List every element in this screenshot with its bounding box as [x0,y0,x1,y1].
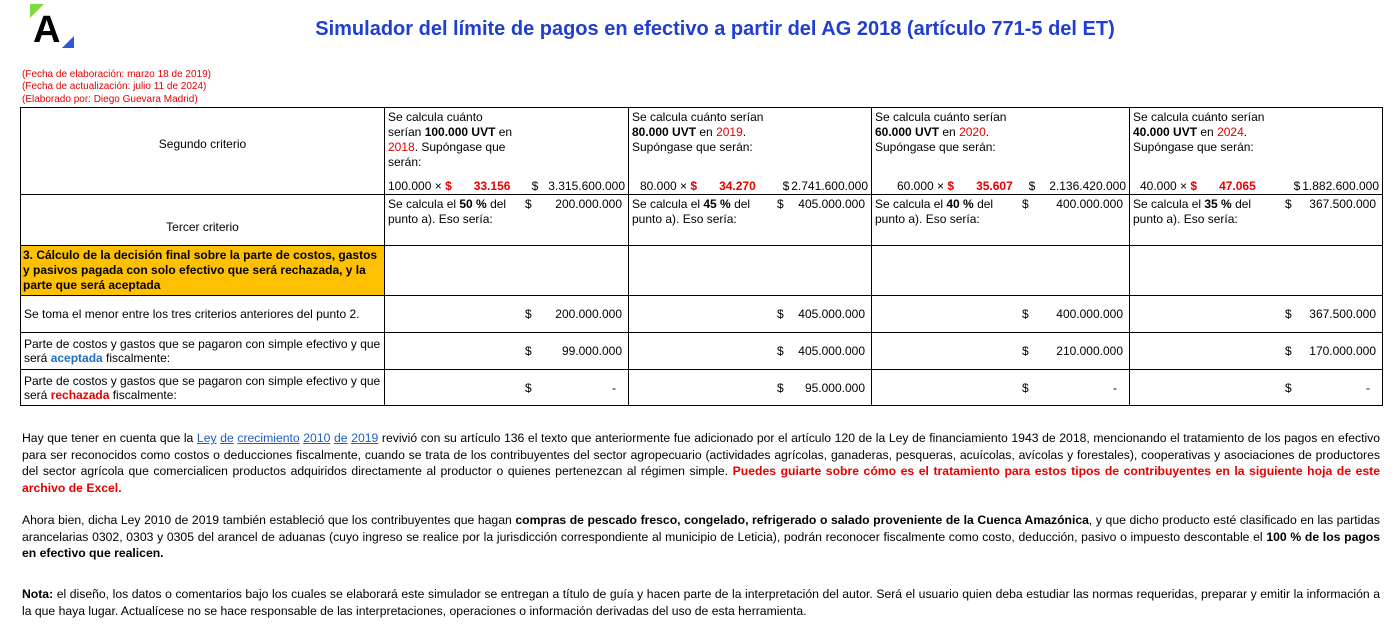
uvt-value-input[interactable]: 35.607 [976,179,1013,193]
empty-cell [385,246,629,296]
empty-cell [872,246,1130,296]
ley-link[interactable]: de [220,431,234,445]
actualicese-logo [30,4,76,50]
simulator-table [20,107,1383,406]
empty-cell [629,246,872,296]
ley-link[interactable]: Ley [196,431,217,445]
table-row-segundo [21,108,1383,195]
menor-val-4: $ 367.500.000 [1130,296,1383,333]
table-row-tercer [21,195,1383,246]
tercer-criterio-label: Tercer criterio [21,195,385,246]
table-row-menor [21,296,1383,333]
tercer-col-2: Se calcula el 45 % del punto a). Eso sería: $ 405.000.000 [629,195,872,246]
uvt-value-input[interactable]: 47.065 [1219,179,1256,193]
tercer-col-3: Se calcula el 40 % del punto a). Eso sería: $ 400.000.000 [872,195,1130,246]
uvt-value-input[interactable]: 33.156 [473,179,511,193]
aceptada-val-3: $ 210.000.000 [872,333,1130,370]
calc-line-2020: 60.000 × $ 35.607 $ 2.136.420.000 [897,179,1126,193]
menor-label: Se toma el menor entre los tres criterios anteriores del punto 2. [21,296,385,333]
table-row-rechazada [21,370,1383,406]
paragraph-nota: Nota: el diseño, los datos o comentarios bajo los cuales se elaborará este simulador se entregan a título de guía y hacen parte de la interpretación del autor. Será el usuario quien deba estudiar las normas requeridas, preparar y emitir la información a la que haya lugar. Actualícese no se hace responsable de las interpretaciones, operaciones o información derivadas del uso de esta herramienta. [22,587,1380,618]
page-title: Simulador del límite de pagos en efectivo a partir del AG 2018 (artículo 771-5 del ET) [315,18,1115,40]
ley-link[interactable]: 2019 [351,431,379,445]
meta-line-autor: (Elaborado por: Diego Guevara Madrid) [22,93,198,105]
meta-line-actualizacion: (Fecha de actualización: julio 11 de 2024) [22,81,207,93]
table-row-decision [21,246,1383,296]
menor-val-3: $ 400.000.000 [872,296,1130,333]
calc-line-2019: 80.000 × $ 34.270 $ 2.741.600.000 [640,179,868,193]
tercer-col-4: Se calcula el 35 % del punto a). Eso sería: $ 367.500.000 [1130,195,1383,246]
segundo-col-2018: Se calcula cuánto serían 100.000 UVT en 2018. Supóngase que serán: 100.000 × $ 33.156 $ 3.315.600.000 [385,108,629,195]
aceptada-label: Parte de costos y gastos que se pagaron con simple efectivo y que será aceptada fiscalmente: [21,333,385,370]
ley-link[interactable]: crecimiento [237,431,300,445]
aceptada-val-1: $ 99.000.000 [385,333,629,370]
rechazada-val-3: $ - [872,370,1130,406]
paragraph-ley-crecimiento: Hay que tener en cuenta que la Ley de crecimiento 2010 de 2019 revivió con su artículo 136 el texto que anteriormente fue adicionado por el artículo 120 de la Ley de financiamiento 1943 de 2018, mencionando el tratamiento de los pagos en efectivo para ser reconocidos como costos o deducciones fiscalmente, cuando se trata de los contribuyentes del sector agropecuario (actividades agrícolas, ganaderas, pesqueras, acuícolas, avícolas y forestales), cooperativas y asociaciones de productores del sector agrícola que comercialicen productos adquiridos directamente al productor o quienes pertenezcan al régimen simple. Puedes guiarte sobre cómo es el tratamiento para estos tipos de contribuyentes en la siguiente hoja de este archivo de Excel. [22,431,1381,495]
aceptada-val-2: $ 405.000.000 [629,333,872,370]
ley-link[interactable]: 2010 [303,431,331,445]
calc-line-2024: 40.000 × $ 47.065 $ 1.882.600.000 [1140,179,1379,193]
paragraph-cuenca-amazonica: Ahora bien, dicha Ley 2010 de 2019 también estableció que los contribuyentes que hagan compras de pescado fresco, congelado, refrigerado o salado proveniente de la Cuenca Amazónica, y que dicho producto esté clasificado en las partidas arancelarias 0302, 0303 y 0305 del arancel de aduanas (cuyo ingreso se realice por la jurisdicción correspondiente al municipio de Leticia), podrán reconocer fiscalmente como costo, deducción, pasivo o impuesto descontable el 100 % de los pagos en efectivo que realicen. [22,513,1381,560]
calc-line-2018: 100.000 × $ 33.156 $ 3.315.600.000 [388,179,625,193]
segundo-col-2020: Se calcula cuánto serían 60.000 UVT en 2020. Supóngase que serán: 60.000 × $ 35.607 $ 2.136.420.000 [872,108,1130,195]
tercer-col-1: Se calcula el 50 % del punto a). Eso sería: $ 200.000.000 [385,195,629,246]
rechazada-val-4: $ - [1130,370,1383,406]
logo-letter: A [33,9,61,50]
decision-heading: 3. Cálculo de la decisión final sobre la parte de costos, gastos y pasivos pagada con solo efectivo que será rechazada, y la parte que será aceptada [21,246,385,296]
segundo-col-2019: Se calcula cuánto serían 80.000 UVT en 2019. Supóngase que serán: 80.000 × $ 34.270 $ 2.741.600.000 [629,108,872,195]
menor-val-2: $ 405.000.000 [629,296,872,333]
rechazada-val-1: $ - [385,370,629,406]
meta-info [22,69,211,106]
rechazada-label: Parte de costos y gastos que se pagaron con simple efectivo y que será rechazada fiscalmente: [21,370,385,406]
empty-cell [1130,246,1383,296]
rechazada-val-2: $ 95.000.000 [629,370,872,406]
segundo-criterio-label: Segundo criterio [21,108,385,195]
meta-line-elaboracion: (Fecha de elaboración: marzo 18 de 2019) [22,69,212,80]
menor-val-1: $ 200.000.000 [385,296,629,333]
uvt-value-input[interactable]: 34.270 [719,179,756,193]
aceptada-val-4: $ 170.000.000 [1130,333,1383,370]
ley-link[interactable]: de [334,431,348,445]
segundo-col-2024: Se calcula cuánto serían 40.000 UVT en 2024. Supóngase que serán: 40.000 × $ 47.065 $ 1.882.600.000 [1130,108,1383,195]
table-row-aceptada [21,333,1383,370]
